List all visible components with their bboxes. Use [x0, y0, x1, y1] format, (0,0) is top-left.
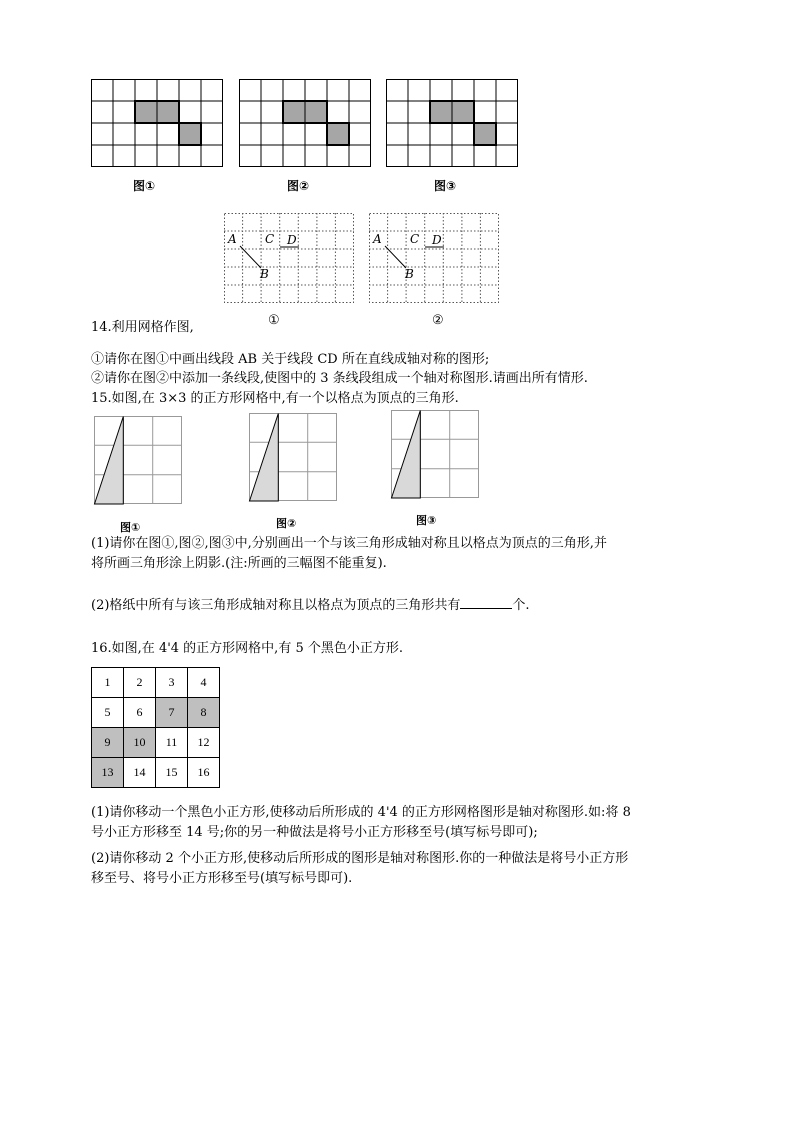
- q14-line2: ②请你在图②中添加一条线段,使图中的 3 条线段组成一个轴对称图形.请画出所有情形.: [91, 371, 588, 386]
- fig1-caption: 图①: [133, 179, 156, 193]
- q15-part1-line2: 将所画三角形涂上阴影.(注:所画的三幅图不能重复).: [91, 556, 387, 571]
- label-d: D: [287, 233, 297, 247]
- q15-title: 15.如图,在 3×3 的正方形网格中,有一个以格点为顶点的三角形.: [91, 391, 459, 406]
- triangle-shape: [250, 414, 279, 502]
- fig2-caption: 图②: [287, 179, 310, 193]
- q16-part1-line2: 号小正方形移至 14 号;你的另一种做法是将号小正方形移至号(填写标号即可);: [91, 825, 538, 840]
- triangle-grid-1: [94, 416, 182, 504]
- label-c: C: [410, 232, 420, 246]
- grid-cell-4: 4: [188, 668, 220, 698]
- q15-part1-line1: (1)请你在图①,图②,图③中,分别画出一个与该三角形成轴对称且以格点为顶点的三角形,并: [91, 536, 607, 551]
- dotted-fig1-caption: ①: [268, 313, 280, 328]
- answer-blank[interactable]: [460, 596, 512, 609]
- grid-cell-11: 11: [156, 728, 188, 758]
- label-d: D: [432, 233, 442, 247]
- triangle-shape: [392, 411, 421, 499]
- grid-cell-15: 15: [156, 758, 188, 788]
- grid-cell-3: 3: [156, 668, 188, 698]
- label-a: A: [228, 232, 237, 246]
- q15-fig1-caption: 图①: [120, 521, 141, 534]
- grid-cell-10: 10: [124, 728, 156, 758]
- triangle-grid-2: [249, 413, 337, 501]
- q15-fig3-caption: 图③: [416, 514, 437, 527]
- grid-figure-2: [239, 79, 371, 167]
- q15-fig2-caption: 图②: [276, 517, 297, 530]
- grid-cell-12: 12: [188, 728, 220, 758]
- q14-line1: ①请你在图①中画出线段 AB 关于线段 CD 所在直线成轴对称的图形;: [91, 352, 490, 367]
- grid-cell-6: 6: [124, 698, 156, 728]
- grid-cell-14: 14: [124, 758, 156, 788]
- label-a: A: [373, 232, 382, 246]
- grid-cell-5: 5: [92, 698, 124, 728]
- grid-figure-1: [91, 79, 223, 167]
- grid-figure-3: [386, 79, 518, 167]
- grid-cell-8: 8: [188, 698, 220, 728]
- triangle-grid-3: [391, 410, 479, 498]
- grid-cell-13: 13: [92, 758, 124, 788]
- grid-cell-7: 7: [156, 698, 188, 728]
- label-b: B: [260, 267, 269, 281]
- grid-cell-16: 16: [188, 758, 220, 788]
- number-grid: [91, 667, 220, 788]
- label-b: B: [405, 267, 414, 281]
- triangle-shape: [95, 417, 124, 505]
- dotted-fig2-caption: ②: [432, 313, 444, 328]
- q16-title: 16.如图,在 4'4 的正方形网格中,有 5 个黑色小正方形.: [91, 641, 403, 656]
- grid-cell-2: 2: [124, 668, 156, 698]
- q15-part2-after: 个.: [512, 598, 530, 613]
- grid-cell-1: 1: [92, 668, 124, 698]
- q16-part2-line1: (2)请你移动 2 个小正方形,使移动后所形成的图形是轴对称图形.你的一种做法是将号小正方形: [91, 851, 629, 866]
- q16-part2-line2: 移至号、将号小正方形移至号(填写标号即可).: [91, 871, 353, 886]
- q16-part1-line1: (1)请你移动一个黑色小正方形,使移动后所形成的 4'4 的正方形网格图形是轴对称图形.如:将 8: [91, 805, 631, 820]
- q15-part2: [91, 596, 530, 615]
- q14-title: 14.利用网格作图,: [91, 320, 194, 335]
- label-c: C: [265, 232, 275, 246]
- grid-cell-9: 9: [92, 728, 124, 758]
- fig3-caption: 图③: [434, 179, 457, 193]
- q15-part2-before: (2)格纸中所有与该三角形成轴对称且以格点为顶点的三角形共有: [91, 598, 461, 613]
